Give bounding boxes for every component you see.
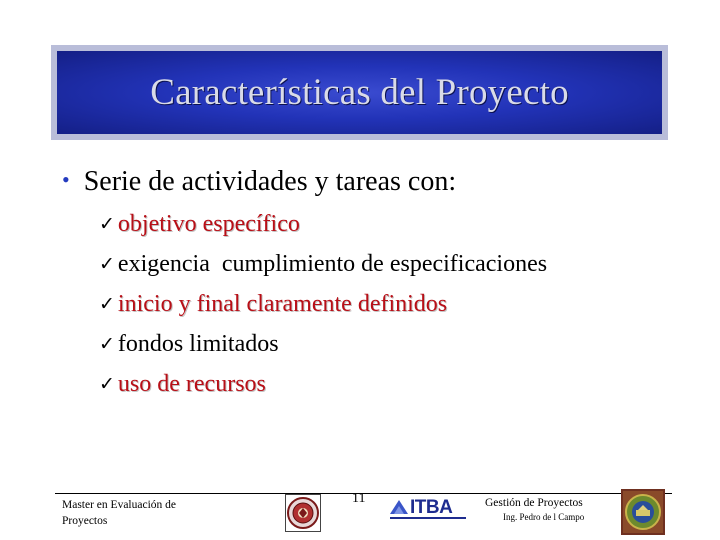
check-item-text: objetivo específico xyxy=(117,210,300,237)
institution-crest-logo xyxy=(621,489,665,535)
page-number: 11 xyxy=(352,491,366,506)
itba-logo-label: ITBA xyxy=(410,497,453,518)
check-item-text: uso de recursos xyxy=(117,370,266,397)
check-item xyxy=(99,244,547,284)
check-item-text: fondos limitados xyxy=(117,330,279,357)
footer-right-title: Gestión de Proyectos xyxy=(485,497,583,509)
checkmark-icon: ✓ xyxy=(99,333,115,355)
footer-left-text xyxy=(62,497,212,529)
main-bullet-text: Serie de actividades y tareas con: xyxy=(83,166,457,197)
title-banner xyxy=(57,51,662,134)
footer-left-line2: Proyectos xyxy=(62,515,108,527)
check-item xyxy=(99,204,547,244)
checkmark-icon: ✓ xyxy=(99,253,115,275)
checkmark-icon: ✓ xyxy=(99,293,115,315)
bullet-marker: • xyxy=(62,167,70,192)
check-item xyxy=(99,364,547,404)
title-frame xyxy=(51,45,668,140)
footer-right-author: Ing. Pedro de l Campo xyxy=(503,512,585,522)
checkmark-icon: ✓ xyxy=(99,373,115,395)
check-item-text: exigencia cumplimiento de especificaciones xyxy=(117,250,548,277)
university-seal-logo xyxy=(285,494,321,532)
footer-left-line1: Master en Evaluación de xyxy=(62,499,176,511)
slide-title: Características del Proyecto xyxy=(150,72,569,113)
check-item xyxy=(99,324,547,364)
check-list xyxy=(99,204,547,404)
check-item-text: inicio y final claramente definidos xyxy=(117,290,448,317)
checkmark-icon: ✓ xyxy=(99,213,115,235)
check-item xyxy=(99,284,547,324)
main-bullet xyxy=(62,166,456,198)
